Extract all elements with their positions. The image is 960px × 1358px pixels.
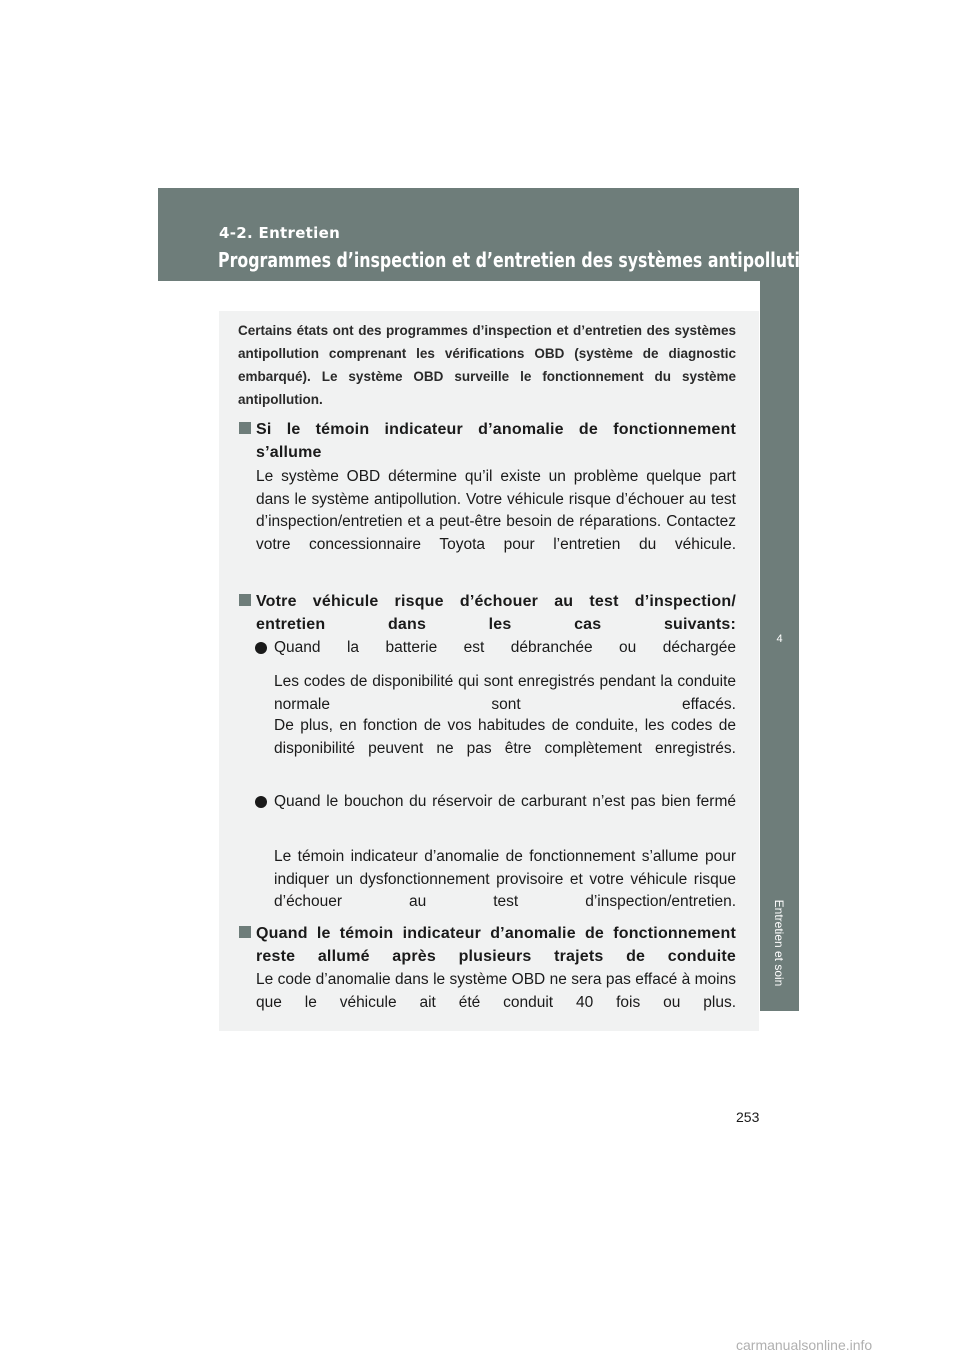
section-body: Le système OBD détermine qu’il existe un problème quelque part dans le système antipollution. Votre véhicule risque d’échouer au test d’inspection/entretien et a peut-être besoin de réparations. Contactez votre concessionnaire Toyota pour l’entretien du véhicule. (256, 468, 736, 553)
content-box (219, 311, 759, 1031)
square-bullet-icon (239, 926, 251, 938)
chapter-number: 4 (776, 633, 783, 645)
square-bullet-icon (239, 594, 251, 606)
page-number: 253 (736, 1109, 760, 1125)
chapter-label: Entretien et soin (772, 899, 786, 987)
page-title: Programmes d’inspection et d’entretien des systèmes antipollution (218, 248, 823, 272)
intro-paragraph: Certains états ont des programmes d’inspection et d’entretien des systèmes antipollution comprenant les vérifications OBD (système de diagnostic embarqué). Le système OBD surveille le fonctionnement du système antipollution. (238, 323, 736, 407)
page-header (158, 188, 823, 281)
bullet-title: Quand la batterie est débranchée ou déchargée (274, 639, 736, 656)
round-bullet-icon (255, 642, 267, 654)
chapter-side-tab (760, 281, 799, 1011)
section-heading: Quand le témoin indicateur d’anomalie de fonctionnement reste allumé après plusieurs trajets de conduite (256, 925, 736, 965)
bullet-title: Quand le bouchon du réservoir de carburant n’est pas bien fermé (274, 793, 736, 810)
bullet-body: Les codes de disponibilité qui sont enregistrés pendant la conduite normale sont effacés. (274, 673, 736, 713)
section-heading: Si le témoin indicateur d’anomalie de fonctionnement s’allume (256, 421, 736, 461)
bullet-body: Le témoin indicateur d’anomalie de fonctionnement s’allume pour indiquer un dysfonctionnement provisoire et votre véhicule risque d’échouer au test d’inspection/entretien. (274, 848, 736, 911)
square-bullet-icon (239, 422, 251, 434)
watermark: carmanualsonline.info (736, 1337, 873, 1353)
section-heading: Votre véhicule risque d’échouer au test d’inspection/ entretien dans les cas suivants: (256, 593, 736, 633)
section-label: 4-2. Entretien (219, 224, 341, 242)
bullet-body: De plus, en fonction de vos habitudes de conduite, les codes de disponibilité peuvent ne pas être complètement enregistrés. (274, 717, 736, 757)
section-body: Le code d’anomalie dans le système OBD ne sera pas effacé à moins que le véhicule ait été conduit 40 fois ou plus. (256, 971, 736, 1011)
round-bullet-icon (255, 796, 267, 808)
